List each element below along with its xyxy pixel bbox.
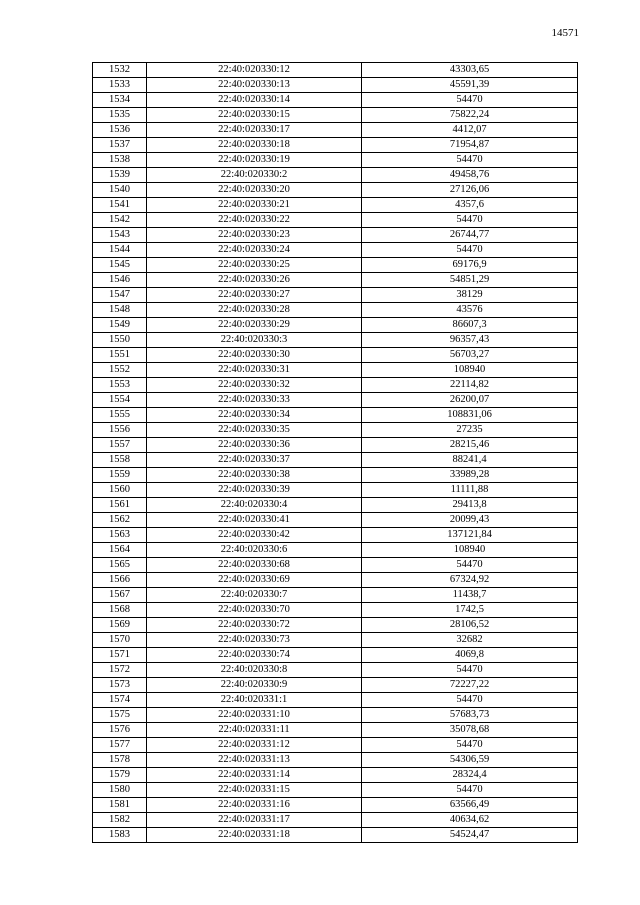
table-row bbox=[93, 393, 578, 408]
value-cell: 71954,87 bbox=[362, 138, 578, 153]
cadastral-number-cell: 22:40:020331:11 bbox=[147, 723, 362, 738]
cadastral-number-cell: 22:40:020330:68 bbox=[147, 558, 362, 573]
row-number-cell: 1570 bbox=[93, 633, 147, 648]
row-number-cell: 1545 bbox=[93, 258, 147, 273]
value-cell: 38129 bbox=[362, 288, 578, 303]
table-row bbox=[93, 213, 578, 228]
row-number-cell: 1549 bbox=[93, 318, 147, 333]
cadastral-number-cell: 22:40:020330:31 bbox=[147, 363, 362, 378]
value-cell: 1742,5 bbox=[362, 603, 578, 618]
table-row bbox=[93, 708, 578, 723]
row-number-cell: 1541 bbox=[93, 198, 147, 213]
value-cell: 54470 bbox=[362, 558, 578, 573]
row-number-cell: 1576 bbox=[93, 723, 147, 738]
cadastral-number-cell: 22:40:020330:21 bbox=[147, 198, 362, 213]
value-cell: 137121,84 bbox=[362, 528, 578, 543]
value-cell: 54470 bbox=[362, 213, 578, 228]
cadastral-number-cell: 22:40:020330:13 bbox=[147, 78, 362, 93]
value-cell: 40634,62 bbox=[362, 813, 578, 828]
table-row bbox=[93, 333, 578, 348]
value-cell: 26744,77 bbox=[362, 228, 578, 243]
row-number-cell: 1573 bbox=[93, 678, 147, 693]
cadastral-number-cell: 22:40:020330:33 bbox=[147, 393, 362, 408]
row-number-cell: 1554 bbox=[93, 393, 147, 408]
value-cell: 45591,39 bbox=[362, 78, 578, 93]
value-cell: 54470 bbox=[362, 93, 578, 108]
table-row bbox=[93, 303, 578, 318]
cadastral-number-cell: 22:40:020330:25 bbox=[147, 258, 362, 273]
row-number-cell: 1582 bbox=[93, 813, 147, 828]
table-row bbox=[93, 198, 578, 213]
cadastral-number-cell: 22:40:020330:32 bbox=[147, 378, 362, 393]
cadastral-number-cell: 22:40:020330:7 bbox=[147, 588, 362, 603]
table-row bbox=[93, 753, 578, 768]
cadastral-number-cell: 22:40:020330:23 bbox=[147, 228, 362, 243]
table-row bbox=[93, 828, 578, 843]
row-number-cell: 1569 bbox=[93, 618, 147, 633]
cadastral-number-cell: 22:40:020330:73 bbox=[147, 633, 362, 648]
table-row bbox=[93, 438, 578, 453]
value-cell: 54470 bbox=[362, 738, 578, 753]
row-number-cell: 1550 bbox=[93, 333, 147, 348]
value-cell: 11111,88 bbox=[362, 483, 578, 498]
cadastral-number-cell: 22:40:020330:4 bbox=[147, 498, 362, 513]
cadastral-number-cell: 22:40:020330:36 bbox=[147, 438, 362, 453]
row-number-cell: 1580 bbox=[93, 783, 147, 798]
table-row bbox=[93, 573, 578, 588]
table-row bbox=[93, 498, 578, 513]
value-cell: 11438,7 bbox=[362, 588, 578, 603]
cadastral-number-cell: 22:40:020330:42 bbox=[147, 528, 362, 543]
table-row bbox=[93, 363, 578, 378]
cadastral-number-cell: 22:40:020330:22 bbox=[147, 213, 362, 228]
value-cell: 49458,76 bbox=[362, 168, 578, 183]
cadastral-number-cell: 22:40:020330:70 bbox=[147, 603, 362, 618]
cadastral-number-cell: 22:40:020331:10 bbox=[147, 708, 362, 723]
row-number-cell: 1572 bbox=[93, 663, 147, 678]
row-number-cell: 1536 bbox=[93, 123, 147, 138]
value-cell: 29413,8 bbox=[362, 498, 578, 513]
table-row bbox=[93, 243, 578, 258]
table-row bbox=[93, 618, 578, 633]
row-number-cell: 1559 bbox=[93, 468, 147, 483]
row-number-cell: 1571 bbox=[93, 648, 147, 663]
row-number-cell: 1551 bbox=[93, 348, 147, 363]
row-number-cell: 1555 bbox=[93, 408, 147, 423]
table-row bbox=[93, 123, 578, 138]
cadastral-number-cell: 22:40:020330:17 bbox=[147, 123, 362, 138]
row-number-cell: 1535 bbox=[93, 108, 147, 123]
table-row bbox=[93, 63, 578, 78]
value-cell: 33989,28 bbox=[362, 468, 578, 483]
row-number-cell: 1534 bbox=[93, 93, 147, 108]
value-cell: 28215,46 bbox=[362, 438, 578, 453]
table-row bbox=[93, 558, 578, 573]
row-number-cell: 1546 bbox=[93, 273, 147, 288]
row-number-cell: 1557 bbox=[93, 438, 147, 453]
cadastral-number-cell: 22:40:020330:20 bbox=[147, 183, 362, 198]
row-number-cell: 1556 bbox=[93, 423, 147, 438]
row-number-cell: 1574 bbox=[93, 693, 147, 708]
table-row bbox=[93, 108, 578, 123]
value-cell: 54524,47 bbox=[362, 828, 578, 843]
value-cell: 54470 bbox=[362, 153, 578, 168]
cadastral-number-cell: 22:40:020330:3 bbox=[147, 333, 362, 348]
row-number-cell: 1562 bbox=[93, 513, 147, 528]
row-number-cell: 1540 bbox=[93, 183, 147, 198]
value-cell: 96357,43 bbox=[362, 333, 578, 348]
cadastral-number-cell: 22:40:020331:14 bbox=[147, 768, 362, 783]
row-number-cell: 1561 bbox=[93, 498, 147, 513]
row-number-cell: 1560 bbox=[93, 483, 147, 498]
cadastral-number-cell: 22:40:020330:29 bbox=[147, 318, 362, 333]
value-cell: 27126,06 bbox=[362, 183, 578, 198]
row-number-cell: 1542 bbox=[93, 213, 147, 228]
cadastral-number-cell: 22:40:020330:8 bbox=[147, 663, 362, 678]
value-cell: 4412,07 bbox=[362, 123, 578, 138]
table-body bbox=[93, 63, 578, 843]
table-row bbox=[93, 648, 578, 663]
cadastral-number-cell: 22:40:020330:15 bbox=[147, 108, 362, 123]
value-cell: 20099,43 bbox=[362, 513, 578, 528]
value-cell: 4069,8 bbox=[362, 648, 578, 663]
table-row bbox=[93, 348, 578, 363]
row-number-cell: 1583 bbox=[93, 828, 147, 843]
value-cell: 4357,6 bbox=[362, 198, 578, 213]
cadastral-number-cell: 22:40:020331:13 bbox=[147, 753, 362, 768]
cadastral-number-cell: 22:40:020330:19 bbox=[147, 153, 362, 168]
value-cell: 56703,27 bbox=[362, 348, 578, 363]
value-cell: 26200,07 bbox=[362, 393, 578, 408]
cadastral-number-cell: 22:40:020330:27 bbox=[147, 288, 362, 303]
row-number-cell: 1564 bbox=[93, 543, 147, 558]
value-cell: 43303,65 bbox=[362, 63, 578, 78]
value-cell: 108940 bbox=[362, 543, 578, 558]
row-number-cell: 1578 bbox=[93, 753, 147, 768]
value-cell: 69176,9 bbox=[362, 258, 578, 273]
row-number-cell: 1538 bbox=[93, 153, 147, 168]
table-row bbox=[93, 78, 578, 93]
value-cell: 27235 bbox=[362, 423, 578, 438]
page-number: 14571 bbox=[551, 27, 579, 39]
row-number-cell: 1533 bbox=[93, 78, 147, 93]
table-row bbox=[93, 528, 578, 543]
table-row bbox=[93, 693, 578, 708]
value-cell: 108831,06 bbox=[362, 408, 578, 423]
cadastral-number-cell: 22:40:020330:9 bbox=[147, 678, 362, 693]
table-row bbox=[93, 543, 578, 558]
row-number-cell: 1579 bbox=[93, 768, 147, 783]
cadastral-number-cell: 22:40:020330:39 bbox=[147, 483, 362, 498]
table-row bbox=[93, 588, 578, 603]
table-row bbox=[93, 228, 578, 243]
row-number-cell: 1566 bbox=[93, 573, 147, 588]
table-row bbox=[93, 153, 578, 168]
table-row bbox=[93, 423, 578, 438]
value-cell: 72227,22 bbox=[362, 678, 578, 693]
row-number-cell: 1568 bbox=[93, 603, 147, 618]
table-row bbox=[93, 138, 578, 153]
value-cell: 28106,52 bbox=[362, 618, 578, 633]
cadastral-number-cell: 22:40:020330:24 bbox=[147, 243, 362, 258]
value-cell: 108940 bbox=[362, 363, 578, 378]
table-row bbox=[93, 813, 578, 828]
cadastral-number-cell: 22:40:020331:16 bbox=[147, 798, 362, 813]
value-cell: 75822,24 bbox=[362, 108, 578, 123]
row-number-cell: 1539 bbox=[93, 168, 147, 183]
cadastral-number-cell: 22:40:020330:26 bbox=[147, 273, 362, 288]
value-cell: 63566,49 bbox=[362, 798, 578, 813]
table-row bbox=[93, 378, 578, 393]
cadastral-number-cell: 22:40:020330:34 bbox=[147, 408, 362, 423]
cadastral-number-cell: 22:40:020330:18 bbox=[147, 138, 362, 153]
table-row bbox=[93, 408, 578, 423]
value-cell: 43576 bbox=[362, 303, 578, 318]
row-number-cell: 1548 bbox=[93, 303, 147, 318]
table-row bbox=[93, 453, 578, 468]
row-number-cell: 1581 bbox=[93, 798, 147, 813]
cadastral-value-table bbox=[92, 62, 578, 843]
table-row bbox=[93, 468, 578, 483]
value-cell: 32682 bbox=[362, 633, 578, 648]
table-row bbox=[93, 678, 578, 693]
value-cell: 67324,92 bbox=[362, 573, 578, 588]
cadastral-number-cell: 22:40:020331:17 bbox=[147, 813, 362, 828]
table-row bbox=[93, 93, 578, 108]
table-row bbox=[93, 723, 578, 738]
table-row bbox=[93, 768, 578, 783]
cadastral-number-cell: 22:40:020330:2 bbox=[147, 168, 362, 183]
table-row bbox=[93, 318, 578, 333]
cadastral-number-cell: 22:40:020330:37 bbox=[147, 453, 362, 468]
cadastral-number-cell: 22:40:020330:38 bbox=[147, 468, 362, 483]
row-number-cell: 1563 bbox=[93, 528, 147, 543]
row-number-cell: 1565 bbox=[93, 558, 147, 573]
row-number-cell: 1552 bbox=[93, 363, 147, 378]
table-row bbox=[93, 603, 578, 618]
table-row bbox=[93, 798, 578, 813]
table-row bbox=[93, 168, 578, 183]
cadastral-number-cell: 22:40:020330:12 bbox=[147, 63, 362, 78]
cadastral-number-cell: 22:40:020330:6 bbox=[147, 543, 362, 558]
cadastral-number-cell: 22:40:020330:41 bbox=[147, 513, 362, 528]
table-row bbox=[93, 738, 578, 753]
value-cell: 54851,29 bbox=[362, 273, 578, 288]
row-number-cell: 1547 bbox=[93, 288, 147, 303]
cadastral-number-cell: 22:40:020330:72 bbox=[147, 618, 362, 633]
value-cell: 28324,4 bbox=[362, 768, 578, 783]
table-row bbox=[93, 288, 578, 303]
row-number-cell: 1532 bbox=[93, 63, 147, 78]
value-cell: 88241,4 bbox=[362, 453, 578, 468]
row-number-cell: 1575 bbox=[93, 708, 147, 723]
row-number-cell: 1537 bbox=[93, 138, 147, 153]
value-cell: 54470 bbox=[362, 693, 578, 708]
cadastral-number-cell: 22:40:020330:28 bbox=[147, 303, 362, 318]
row-number-cell: 1567 bbox=[93, 588, 147, 603]
value-cell: 54306,59 bbox=[362, 753, 578, 768]
table-row bbox=[93, 663, 578, 678]
cadastral-number-cell: 22:40:020330:30 bbox=[147, 348, 362, 363]
table-row bbox=[93, 513, 578, 528]
table-row bbox=[93, 783, 578, 798]
cadastral-number-cell: 22:40:020330:74 bbox=[147, 648, 362, 663]
cadastral-number-cell: 22:40:020330:14 bbox=[147, 93, 362, 108]
value-cell: 22114,82 bbox=[362, 378, 578, 393]
cadastral-number-cell: 22:40:020330:35 bbox=[147, 423, 362, 438]
value-cell: 57683,73 bbox=[362, 708, 578, 723]
value-cell: 35078,68 bbox=[362, 723, 578, 738]
row-number-cell: 1544 bbox=[93, 243, 147, 258]
cadastral-number-cell: 22:40:020331:1 bbox=[147, 693, 362, 708]
table-row bbox=[93, 633, 578, 648]
value-cell: 54470 bbox=[362, 243, 578, 258]
row-number-cell: 1558 bbox=[93, 453, 147, 468]
value-cell: 86607,3 bbox=[362, 318, 578, 333]
table-row bbox=[93, 183, 578, 198]
table-row bbox=[93, 483, 578, 498]
table-row bbox=[93, 258, 578, 273]
value-cell: 54470 bbox=[362, 783, 578, 798]
cadastral-number-cell: 22:40:020331:18 bbox=[147, 828, 362, 843]
cadastral-number-cell: 22:40:020331:15 bbox=[147, 783, 362, 798]
row-number-cell: 1543 bbox=[93, 228, 147, 243]
table-row bbox=[93, 273, 578, 288]
cadastral-number-cell: 22:40:020331:12 bbox=[147, 738, 362, 753]
cadastral-number-cell: 22:40:020330:69 bbox=[147, 573, 362, 588]
row-number-cell: 1553 bbox=[93, 378, 147, 393]
value-cell: 54470 bbox=[362, 663, 578, 678]
row-number-cell: 1577 bbox=[93, 738, 147, 753]
